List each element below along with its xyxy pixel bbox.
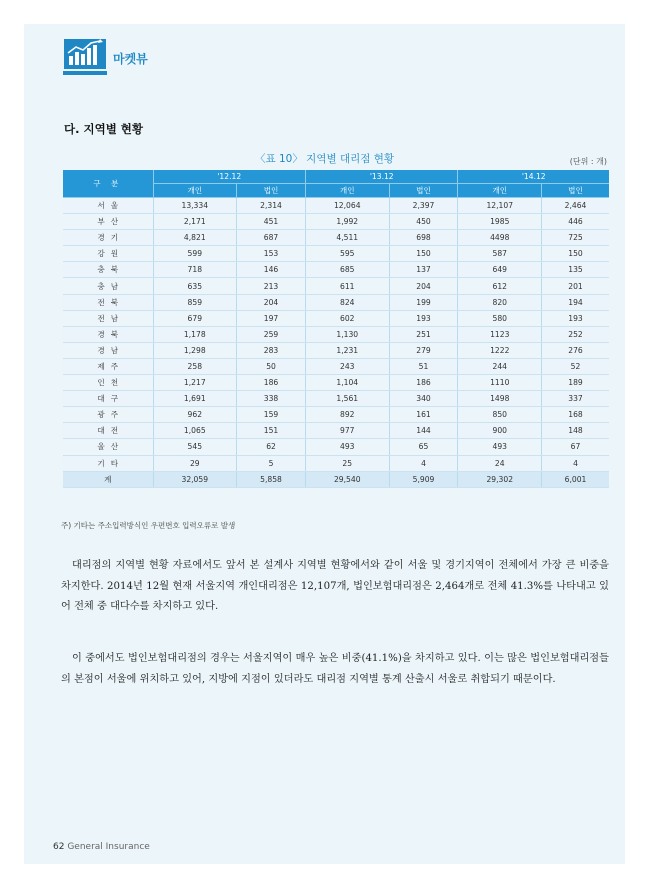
total-cell: 29,540 bbox=[305, 471, 389, 487]
table-row bbox=[63, 262, 609, 278]
value-cell: 1,065 bbox=[153, 423, 237, 439]
value-cell: 197 bbox=[237, 310, 306, 326]
region-cell: 대전 bbox=[63, 423, 153, 439]
value-cell: 1,104 bbox=[305, 375, 389, 391]
value-cell: 252 bbox=[542, 326, 609, 342]
value-cell: 52 bbox=[542, 358, 609, 374]
value-cell: 687 bbox=[237, 230, 306, 246]
value-cell: 635 bbox=[153, 278, 237, 294]
table-row bbox=[63, 294, 609, 310]
value-cell: 587 bbox=[458, 246, 542, 262]
value-cell: 193 bbox=[542, 310, 609, 326]
total-cell: 6,001 bbox=[542, 471, 609, 487]
table-row bbox=[63, 375, 609, 391]
value-cell: 1,178 bbox=[153, 326, 237, 342]
value-cell: 602 bbox=[305, 310, 389, 326]
value-cell: 685 bbox=[305, 262, 389, 278]
value-cell: 151 bbox=[237, 423, 306, 439]
value-cell: 2,314 bbox=[237, 198, 306, 214]
value-cell: 824 bbox=[305, 294, 389, 310]
value-cell: 150 bbox=[542, 246, 609, 262]
value-cell: 148 bbox=[542, 423, 609, 439]
region-cell: 서울 bbox=[63, 198, 153, 214]
value-cell: 161 bbox=[389, 407, 458, 423]
region-table bbox=[63, 170, 609, 488]
value-cell: 186 bbox=[389, 375, 458, 391]
value-cell: 251 bbox=[389, 326, 458, 342]
table-row bbox=[63, 198, 609, 214]
value-cell: 1110 bbox=[458, 375, 542, 391]
region-cell: 전남 bbox=[63, 310, 153, 326]
value-cell: 1985 bbox=[458, 214, 542, 230]
value-cell: 24 bbox=[458, 455, 542, 471]
value-cell: 4,511 bbox=[305, 230, 389, 246]
value-cell: 1,298 bbox=[153, 342, 237, 358]
table-row bbox=[63, 407, 609, 423]
value-cell: 892 bbox=[305, 407, 389, 423]
table-row bbox=[63, 278, 609, 294]
paragraph: 이 중에서도 법인보험대리점의 경우는 서울지역이 매우 높은 비중(41.1%)을 차지하고 있다. 이는 많은 법인보험대리점들의 본점이 서울에 위치하고 있어, 지방에 지점이 있더라도 대리점 지역별 통계 산출시 서울로 취합되기 때문이다. bbox=[61, 653, 609, 685]
value-cell: 850 bbox=[458, 407, 542, 423]
region-cell: 인천 bbox=[63, 375, 153, 391]
value-cell: 451 bbox=[237, 214, 306, 230]
value-cell: 1,561 bbox=[305, 391, 389, 407]
table-row bbox=[63, 423, 609, 439]
value-cell: 259 bbox=[237, 326, 306, 342]
table-row bbox=[63, 358, 609, 374]
header bbox=[63, 38, 148, 78]
table-row bbox=[63, 342, 609, 358]
region-cell: 충북 bbox=[63, 262, 153, 278]
value-cell: 2,397 bbox=[389, 198, 458, 214]
value-cell: 25 bbox=[305, 455, 389, 471]
value-cell: 159 bbox=[237, 407, 306, 423]
value-cell: 1,217 bbox=[153, 375, 237, 391]
table-row bbox=[63, 310, 609, 326]
value-cell: 283 bbox=[237, 342, 306, 358]
table-row bbox=[63, 439, 609, 455]
sub-header: 개인 bbox=[458, 184, 542, 198]
value-cell: 820 bbox=[458, 294, 542, 310]
value-cell: 13,334 bbox=[153, 198, 237, 214]
value-cell: 977 bbox=[305, 423, 389, 439]
value-cell: 4498 bbox=[458, 230, 542, 246]
value-cell: 649 bbox=[458, 262, 542, 278]
value-cell: 4,821 bbox=[153, 230, 237, 246]
chart-monitor-icon bbox=[63, 38, 107, 78]
footnote: 주) 기타는 주소입력방식인 우편번호 입력오류로 발생 bbox=[61, 521, 236, 530]
value-cell: 62 bbox=[237, 439, 306, 455]
value-cell: 4 bbox=[542, 455, 609, 471]
table-row bbox=[63, 230, 609, 246]
value-cell: 340 bbox=[389, 391, 458, 407]
value-cell: 1,231 bbox=[305, 342, 389, 358]
value-cell: 51 bbox=[389, 358, 458, 374]
sub-header: 개인 bbox=[153, 184, 237, 198]
value-cell: 137 bbox=[389, 262, 458, 278]
footer bbox=[53, 842, 150, 852]
value-cell: 193 bbox=[389, 310, 458, 326]
table-row bbox=[63, 391, 609, 407]
table-row bbox=[63, 455, 609, 471]
sub-header: 개인 bbox=[305, 184, 389, 198]
total-cell: 5,909 bbox=[389, 471, 458, 487]
value-cell: 243 bbox=[305, 358, 389, 374]
value-cell: 279 bbox=[389, 342, 458, 358]
value-cell: 338 bbox=[237, 391, 306, 407]
value-cell: 493 bbox=[458, 439, 542, 455]
value-cell: 65 bbox=[389, 439, 458, 455]
value-cell: 186 bbox=[237, 375, 306, 391]
region-cell: 경기 bbox=[63, 230, 153, 246]
value-cell: 612 bbox=[458, 278, 542, 294]
total-cell: 32,059 bbox=[153, 471, 237, 487]
value-cell: 580 bbox=[458, 310, 542, 326]
value-cell: 698 bbox=[389, 230, 458, 246]
sub-header: 법인 bbox=[389, 184, 458, 198]
value-cell: 204 bbox=[389, 278, 458, 294]
page bbox=[24, 24, 625, 864]
value-cell: 679 bbox=[153, 310, 237, 326]
unit-label: (단위 : 개) bbox=[569, 157, 607, 166]
value-cell: 144 bbox=[389, 423, 458, 439]
value-cell: 1,691 bbox=[153, 391, 237, 407]
value-cell: 1,130 bbox=[305, 326, 389, 342]
value-cell: 859 bbox=[153, 294, 237, 310]
sub-header: 법인 bbox=[237, 184, 306, 198]
value-cell: 67 bbox=[542, 439, 609, 455]
region-cell: 대구 bbox=[63, 391, 153, 407]
region-cell: 경북 bbox=[63, 326, 153, 342]
value-cell: 595 bbox=[305, 246, 389, 262]
value-cell: 1222 bbox=[458, 342, 542, 358]
value-cell: 718 bbox=[153, 262, 237, 278]
region-cell: 경남 bbox=[63, 342, 153, 358]
section-title: 다. 지역별 현황 bbox=[64, 122, 144, 136]
publication-name: General Insurance bbox=[67, 842, 150, 852]
value-cell: 545 bbox=[153, 439, 237, 455]
value-cell: 150 bbox=[389, 246, 458, 262]
year-header: '13.12 bbox=[305, 170, 457, 184]
region-cell: 울산 bbox=[63, 439, 153, 455]
table-title: 〈표 10〉 지역별 대리점 현황 bbox=[255, 153, 394, 165]
paragraph: 대리점의 지역별 현황 자료에서도 앞서 본 설계사 지역별 현황에서와 같이 서울 및 경기지역이 전체에서 가장 큰 비중을 차지한다. 2014년 12월 현재 서울지역 개인대리점은 12,107개, 법인보험대리점은 2,464개로 전체 41.3%를 나타내고 있어 전체 중 대다수를 차지하고 있다. bbox=[61, 560, 609, 612]
region-cell: 강원 bbox=[63, 246, 153, 262]
value-cell: 4 bbox=[389, 455, 458, 471]
value-cell: 962 bbox=[153, 407, 237, 423]
value-cell: 204 bbox=[237, 294, 306, 310]
value-cell: 50 bbox=[237, 358, 306, 374]
value-cell: 1,992 bbox=[305, 214, 389, 230]
value-cell: 611 bbox=[305, 278, 389, 294]
year-header: '12.12 bbox=[153, 170, 305, 184]
value-cell: 12,064 bbox=[305, 198, 389, 214]
value-cell: 146 bbox=[237, 262, 306, 278]
region-cell: 기타 bbox=[63, 455, 153, 471]
page-number: 62 bbox=[53, 842, 65, 852]
table-row bbox=[63, 246, 609, 262]
total-cell: 5,858 bbox=[237, 471, 306, 487]
value-cell: 493 bbox=[305, 439, 389, 455]
value-cell: 135 bbox=[542, 262, 609, 278]
value-cell: 194 bbox=[542, 294, 609, 310]
value-cell: 450 bbox=[389, 214, 458, 230]
value-cell: 201 bbox=[542, 278, 609, 294]
table-row bbox=[63, 214, 609, 230]
value-cell: 29 bbox=[153, 455, 237, 471]
value-cell: 2,464 bbox=[542, 198, 609, 214]
value-cell: 599 bbox=[153, 246, 237, 262]
value-cell: 213 bbox=[237, 278, 306, 294]
region-cell: 충남 bbox=[63, 278, 153, 294]
value-cell: 12,107 bbox=[458, 198, 542, 214]
total-label: 계 bbox=[63, 471, 153, 487]
value-cell: 153 bbox=[237, 246, 306, 262]
value-cell: 2,171 bbox=[153, 214, 237, 230]
total-row bbox=[63, 471, 609, 487]
region-cell: 제주 bbox=[63, 358, 153, 374]
value-cell: 446 bbox=[542, 214, 609, 230]
value-cell: 168 bbox=[542, 407, 609, 423]
value-cell: 5 bbox=[237, 455, 306, 471]
value-cell: 1123 bbox=[458, 326, 542, 342]
value-cell: 276 bbox=[542, 342, 609, 358]
value-cell: 900 bbox=[458, 423, 542, 439]
value-cell: 244 bbox=[458, 358, 542, 374]
value-cell: 337 bbox=[542, 391, 609, 407]
region-cell: 전북 bbox=[63, 294, 153, 310]
region-header: 구 분 bbox=[63, 170, 153, 198]
region-cell: 부산 bbox=[63, 214, 153, 230]
table-row bbox=[63, 326, 609, 342]
sub-header: 법인 bbox=[542, 184, 609, 198]
value-cell: 189 bbox=[542, 375, 609, 391]
value-cell: 1498 bbox=[458, 391, 542, 407]
brand-label: 마켓뷰 bbox=[113, 51, 148, 66]
total-cell: 29,302 bbox=[458, 471, 542, 487]
value-cell: 258 bbox=[153, 358, 237, 374]
value-cell: 725 bbox=[542, 230, 609, 246]
region-cell: 광주 bbox=[63, 407, 153, 423]
year-header: '14.12 bbox=[458, 170, 609, 184]
value-cell: 199 bbox=[389, 294, 458, 310]
